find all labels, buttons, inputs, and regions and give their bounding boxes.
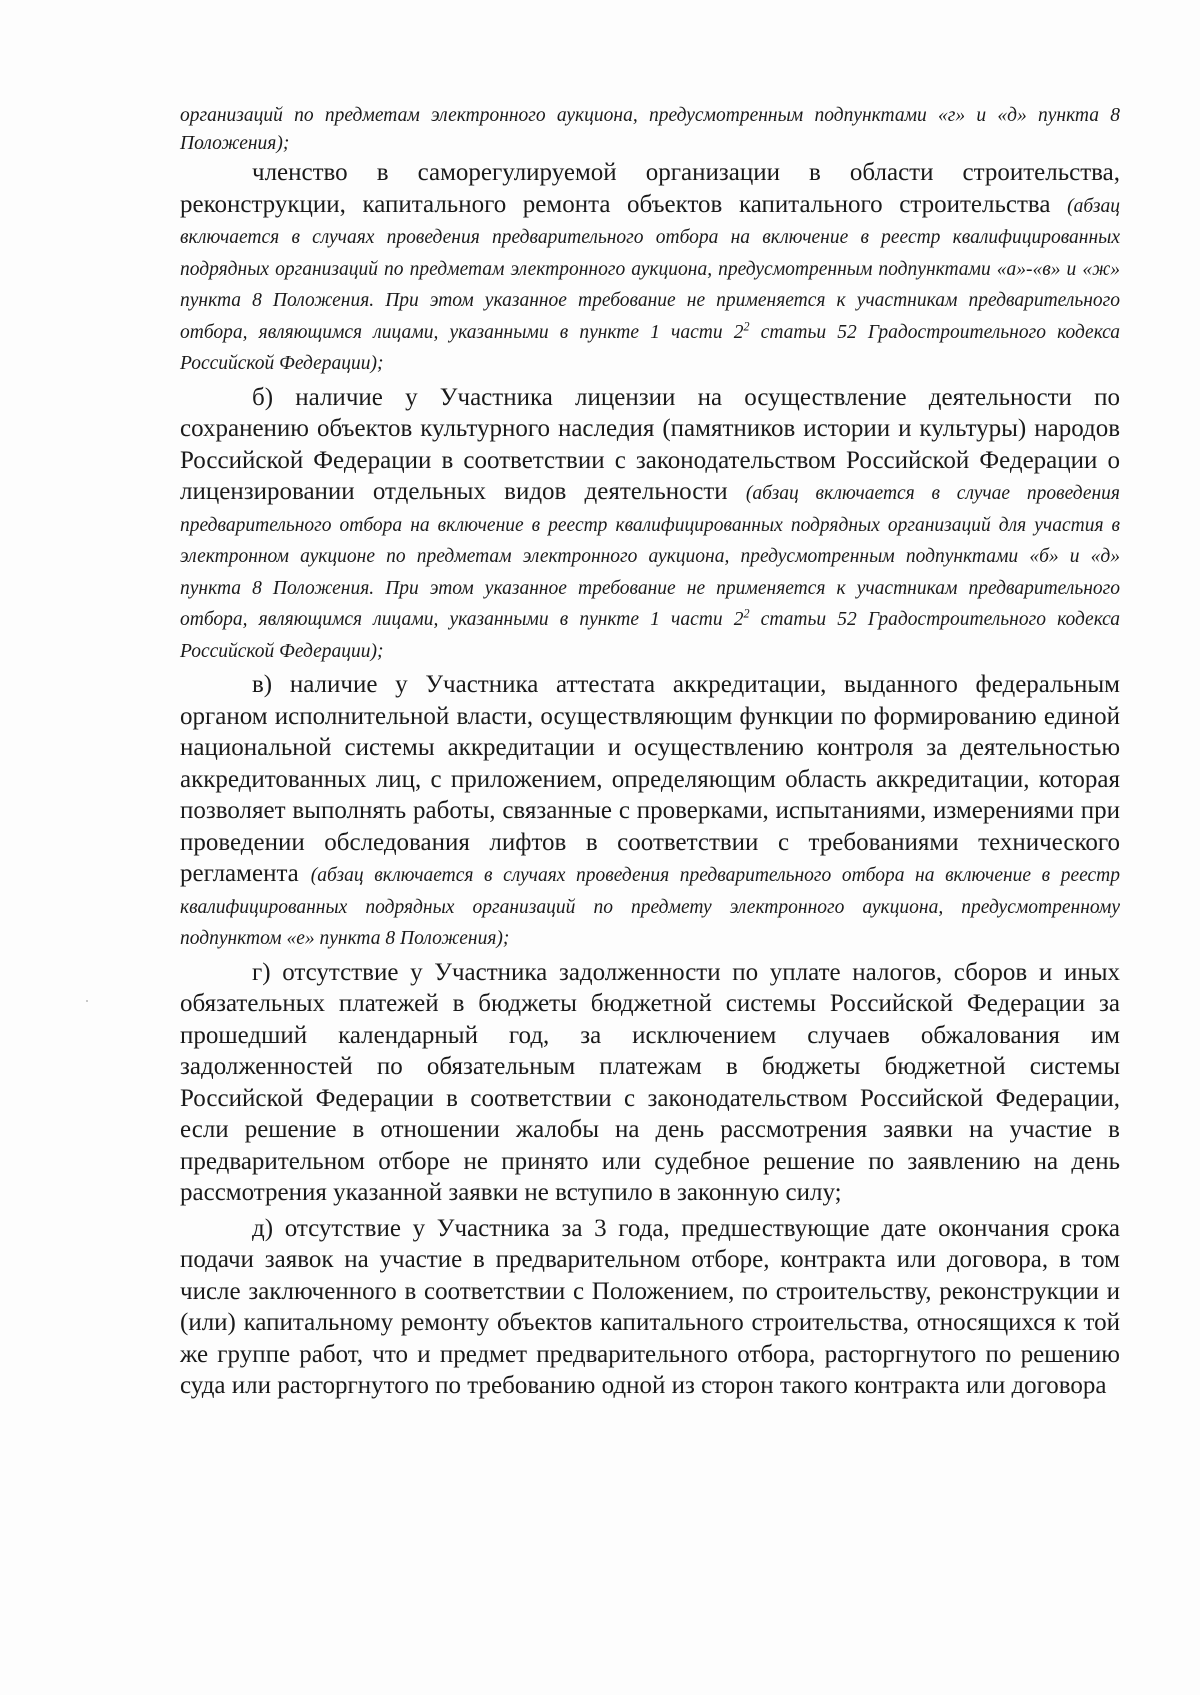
paragraph-sro-membership — [180, 157, 1120, 378]
paragraph-b-license — [180, 382, 1120, 666]
paragraph-d-no-terminated-contracts: д) отсутствие у Участника за 3 года, предшествующие дате окончания срока подачи заявок на участие в предварительном отборе, контракта или договора, в том числе заключенного в соответствии с Положением, по строительству, реконструкции и (или) капитальному ремонту объектов капитального строительства, относящихся к той же группе работ, что и предмет предварительного отбора, расторгнутого по решению суда или расторгнутого по требованию одной из сторон такого контракта или договора — [180, 1214, 1120, 1399]
document-body — [180, 102, 1120, 1402]
license-requirement-text: б) наличие у Участника лицензии на осуществление деятельности по сохранению объектов культурного наследия (памятников истории и культуры) народов Российской Федерации в соответствии с законодательством Российской Федерации о лицензировании отдельных видов деятельности — [180, 383, 1120, 505]
accreditation-note: (абзац включается в случаях проведения предварительного отбора на включение в реестр квалифицированных подрядных организаций по предмету электронного аукциона, предусмотренному подпунктом «е» пункта 8 Положения); — [180, 865, 1121, 949]
paragraph-continuation: организаций по предметам электронного аукциона, предусмотренным подпунктами «г» и «д» пункта 8 Положения); — [180, 105, 1120, 154]
sro-requirement-text: членство в саморегулируемой организации в области строительства, реконструкции, капитального ремонта объектов капитального строительства — [180, 159, 1120, 218]
scan-speck — [86, 1000, 88, 1002]
sro-note: (абзац включается в случаях проведения предварительного отбора на включение в реестр квалифицированных подрядных организаций по предметам электронного аукциона, предусмотренным подпунктами «а»-«в» и «ж» пункта 8 Положения. При этом указанное требование не применяется к участникам предварительного отбора, являющимся лицами, указанными в пункте 1 части $2^2$ статьи 52 Градостроительного кодекса Российской Федерации); — [180, 195, 1120, 374]
accreditation-requirement-text: в) наличие у Участника аттестата аккредитации, выданного федеральным органом исполнительной власти, осуществляющим функции по формированию единой национальной системы аккредитации и осуществлению контроля за деятельностью аккредитованных лиц, с приложением, определяющим область аккредитации, которая позволяет выполнять работы, связанные с проверками, испытаниями, измерениями при проведении обследования лифтов в соответствии с требованиями технического регламента — [180, 671, 1120, 887]
paragraph-g-no-debt: г) отсутствие у Участника задолженности по уплате налогов, сборов и иных обязательных платежей в бюджеты бюджетной системы Российской Федерации за прошедший календарный год, за исключением случаев обжалования им задолженностей по обязательным платежам в бюджеты бюджетной системы Российской Федерации в соответствии с законодательством Российской Федерации, если решение в отношении жалобы на день рассмотрения заявки на участие в предварительном отборе не принято или судебное решение по заявлению на день рассмотрения указанной заявки не вступило в законную силу; — [180, 958, 1120, 1206]
paragraph-v-accreditation — [180, 669, 1120, 953]
license-note: (абзац включается в случае проведения предварительного отбора на включение в реестр квалифицированных подрядных организаций для участия в электронном аукционе по предметам электронного аукциона, предусмотренным подпунктами «б» и «д» пункта 8 Положения. При этом указанное требование не применяется к участникам предварительного отбора, являющимся лицами, указанными в пункте 1 части $2^2$ статьи 52 Градостроительного кодекса Российской Федерации); — [180, 483, 1120, 662]
